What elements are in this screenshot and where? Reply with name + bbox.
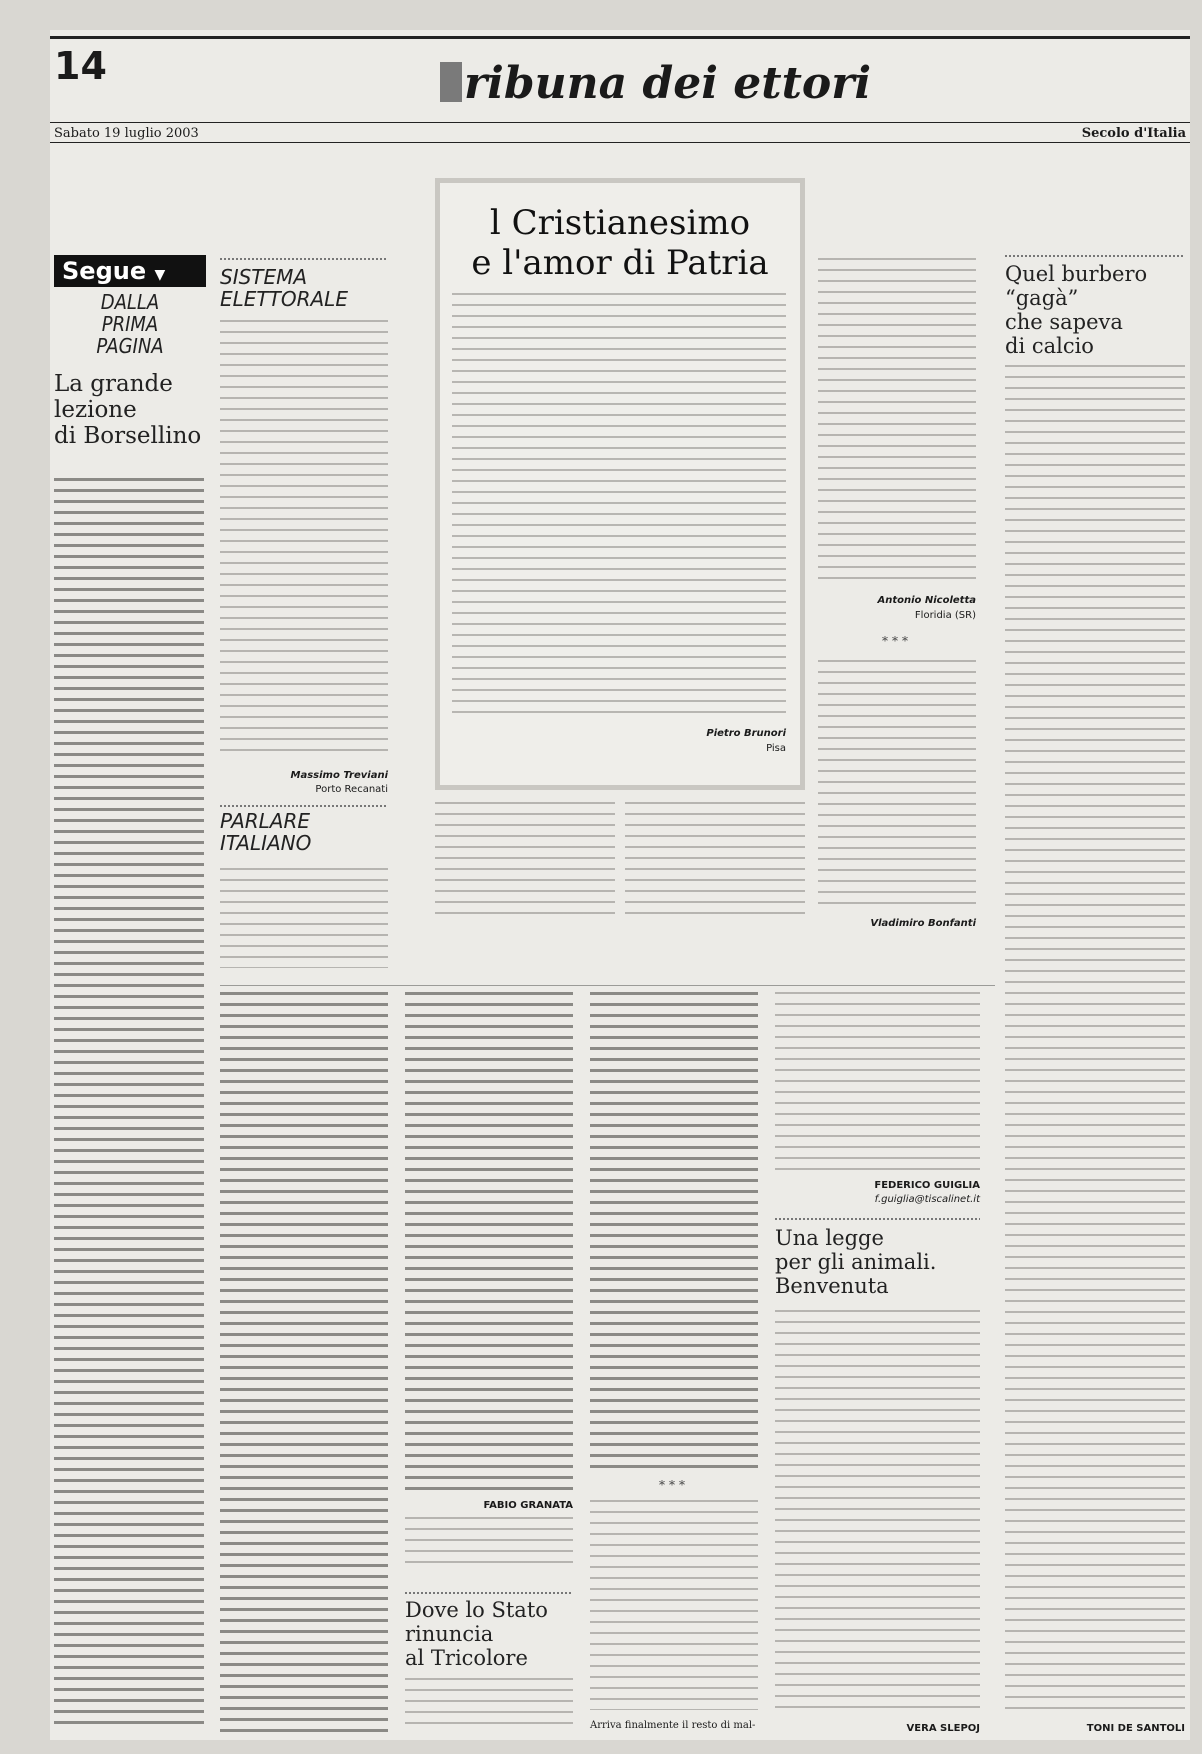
section-title bbox=[440, 58, 871, 109]
sistema-body-text bbox=[220, 320, 388, 760]
newspaper-page bbox=[50, 30, 1190, 1740]
article-title-stato bbox=[405, 1598, 575, 1670]
borsellino-continuation-col4 bbox=[590, 992, 758, 1472]
granata-author: FABIO GRANATA bbox=[483, 1500, 573, 1511]
burbero-author: TONI DE SANTOLI bbox=[1086, 1723, 1185, 1734]
legge-title-l3: Benvenuta bbox=[775, 1274, 889, 1298]
article-title-legge bbox=[775, 1226, 985, 1298]
stato-body-end: Arriva finalmente il resto di mal- bbox=[590, 1720, 756, 1731]
cristianesimo-place: Pisa bbox=[766, 743, 786, 754]
section-title-text: ribuna dei ettori bbox=[464, 58, 872, 109]
cristianesimo-title-l2: e l'amor di Patria bbox=[471, 243, 769, 283]
dotted-rule bbox=[220, 258, 388, 260]
letter-nicoletta-text bbox=[818, 258, 976, 588]
segue-label: Segue bbox=[62, 257, 147, 285]
guiglia-email: f.guiglia@tiscalinet.it bbox=[874, 1194, 980, 1205]
cristianesimo-title-l1: l Cristianesimo bbox=[489, 203, 751, 243]
issue-date: Sabato 19 luglio 2003 bbox=[54, 126, 199, 141]
date-rule bbox=[50, 122, 1190, 123]
article-title-parlare bbox=[220, 810, 390, 854]
dpp-line2: PRIMA bbox=[101, 312, 159, 336]
parlare-title-l1: PARLARE bbox=[220, 809, 310, 833]
section-divider bbox=[220, 985, 995, 986]
cristianesimo-author: Pietro Brunori bbox=[706, 728, 786, 739]
article-title-burbero bbox=[1005, 262, 1190, 358]
paper-name: Secolo d'Italia bbox=[1081, 126, 1186, 141]
sistema-title-l1: SISTEMA bbox=[220, 265, 308, 289]
stato-body-text bbox=[405, 1678, 573, 1733]
cristianesimo-continuation-2 bbox=[625, 802, 805, 917]
burbero-title-l1: Quel burbero bbox=[1005, 262, 1148, 286]
sistema-title-l2: ELETTORALE bbox=[220, 287, 348, 311]
burbero-title-l3: che sapeva bbox=[1005, 310, 1123, 334]
parlare-title-l2: ITALIANO bbox=[220, 831, 312, 855]
column-borsellino bbox=[54, 255, 206, 449]
triangle-down-icon: ▼ bbox=[154, 267, 166, 283]
dalla-prima-pagina bbox=[54, 291, 206, 357]
top-rule bbox=[50, 36, 1190, 39]
cristianesimo-body-text bbox=[452, 293, 786, 713]
stato-title-l3: al Tricolore bbox=[405, 1646, 528, 1670]
borsellino-continuation-col3 bbox=[405, 992, 573, 1492]
dotted-rule bbox=[220, 805, 388, 807]
burbero-title-l4: di calcio bbox=[1005, 334, 1094, 358]
separator-stars: *** bbox=[882, 634, 912, 648]
guiglia-body-text bbox=[775, 992, 980, 1172]
sistema-place: Porto Recanati bbox=[315, 784, 388, 795]
borsellino-body-text bbox=[54, 478, 204, 1728]
featured-article-box bbox=[435, 178, 805, 790]
borsellino-title-l1: La grande bbox=[54, 371, 173, 397]
masthead-initial-t bbox=[440, 62, 462, 102]
stato-title-l2: rinuncia bbox=[405, 1622, 494, 1646]
segue-badge bbox=[54, 255, 206, 287]
borsellino-continuation-col2 bbox=[220, 992, 388, 1732]
stato-title-l1: Dove lo Stato bbox=[405, 1598, 548, 1622]
nicoletta-place: Floridia (SR) bbox=[914, 610, 976, 621]
article-title-borsellino bbox=[54, 371, 206, 449]
dotted-rule bbox=[1005, 255, 1185, 257]
separator-stars: *** bbox=[659, 1478, 689, 1492]
parlare-body-text bbox=[220, 868, 388, 968]
page-number: 14 bbox=[54, 44, 107, 88]
guiglia-author: FEDERICO GUIGLIA bbox=[874, 1180, 980, 1191]
article-title-cristianesimo bbox=[440, 203, 800, 283]
legge-title-l1: Una legge bbox=[775, 1226, 884, 1250]
burbero-body-text bbox=[1005, 365, 1185, 1715]
borsellino-title-l3: di Borsellino bbox=[54, 423, 202, 449]
dpp-line3: PAGINA bbox=[96, 334, 164, 358]
legge-title-l2: per gli animali. bbox=[775, 1250, 937, 1274]
stato-body-text-2 bbox=[590, 1500, 758, 1710]
dotted-rule bbox=[775, 1218, 980, 1220]
bonfanti-author: Vladimiro Bonfanti bbox=[870, 918, 976, 929]
burbero-title-l2: “gagà” bbox=[1005, 286, 1079, 310]
letter-bonfanti-text bbox=[818, 660, 976, 910]
date-rule-bottom bbox=[50, 142, 1190, 143]
legge-body-text bbox=[775, 1310, 980, 1715]
dotted-rule bbox=[405, 1592, 573, 1594]
nicoletta-author: Antonio Nicoletta bbox=[877, 595, 976, 606]
granata-note bbox=[405, 1517, 573, 1572]
legge-author: VERA SLEPOJ bbox=[906, 1723, 980, 1734]
cristianesimo-continuation-1 bbox=[435, 802, 615, 917]
sistema-author: Massimo Treviani bbox=[290, 770, 388, 781]
article-title-sistema bbox=[220, 266, 390, 310]
dpp-line1: DALLA bbox=[100, 290, 160, 314]
borsellino-title-l2: lezione bbox=[54, 397, 137, 423]
